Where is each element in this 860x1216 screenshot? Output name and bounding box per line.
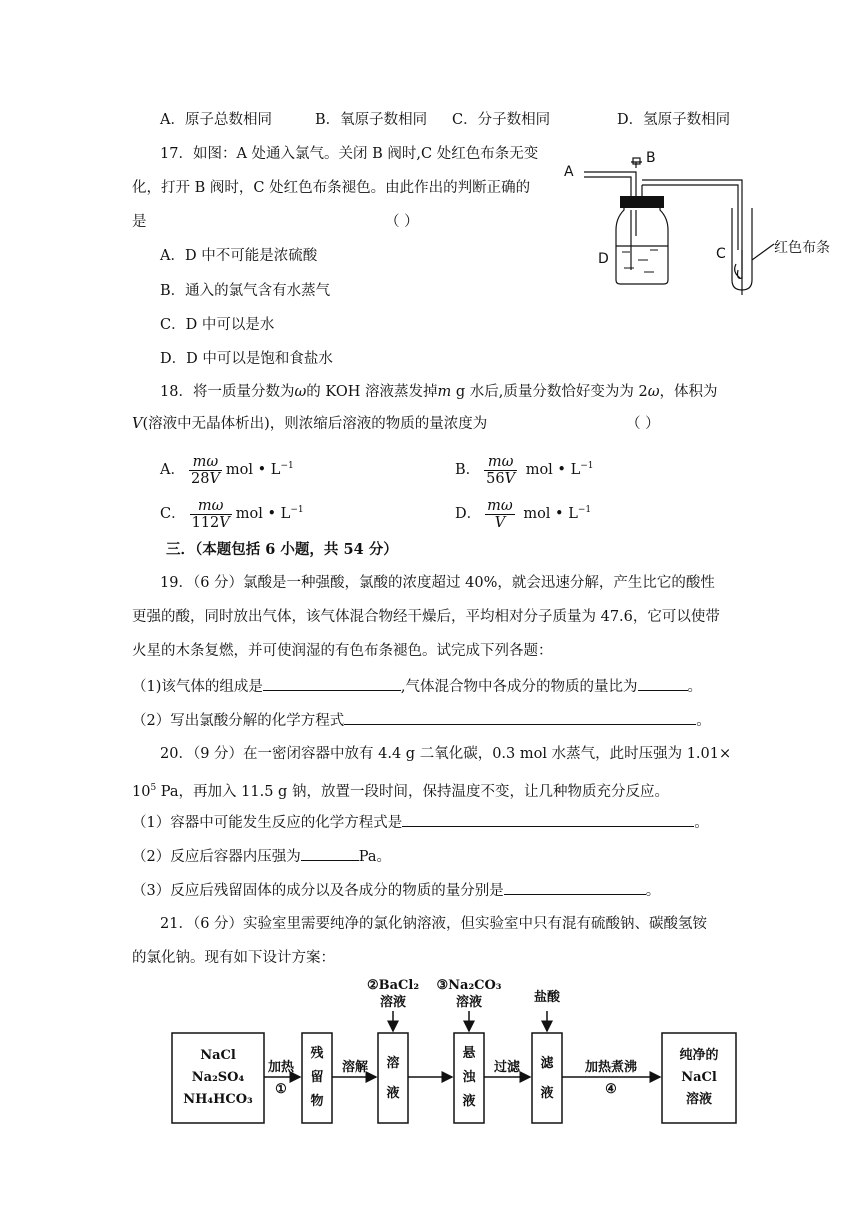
- q16-option-d: D．氢原子数相同: [617, 112, 731, 128]
- suspension-char-1: 悬: [462, 1046, 476, 1061]
- q19-gas-composition-blank[interactable]: [263, 676, 401, 691]
- q18-text-mid3: ，体积为: [659, 384, 718, 400]
- reagent-bacl2-solution: 溶液: [379, 995, 407, 1010]
- arrow-boil-label: 加热煮沸: [584, 1060, 638, 1075]
- arrow-step4-label: ④: [605, 1082, 617, 1097]
- q20-equation-blank[interactable]: [402, 812, 694, 827]
- mixture-nh4hco3: NH₄HCO₃: [183, 1092, 253, 1107]
- residue-char-2: 留: [310, 1070, 324, 1085]
- q17-line2: 化，打开 B 阀时，C 处红色布条褪色。由此作出的判断正确的: [132, 180, 531, 196]
- q18-text-rest: (溶液中无晶体析出)，则浓缩后溶液的物质的量浓度为: [142, 416, 488, 432]
- mixture-na2so4: Na₂SO₄: [191, 1070, 245, 1085]
- q18-line2: [132, 414, 487, 434]
- box-solution: [378, 1033, 408, 1123]
- q20-line1: 20．（9 分）在一密闭容器中放有 4.4 g 二氧化碳，0.3 mol 水蒸气，此时压强为 1.01×: [160, 746, 732, 762]
- q18-option-d-label: D．: [455, 506, 482, 522]
- q17-option-b: B．通入的氯气含有水蒸气: [160, 283, 331, 299]
- q18-omega-2: ω: [647, 384, 660, 400]
- q18-option-b-fraction: $\frac{m\omega}{56V}$: [486, 453, 516, 487]
- q18-option-a-fraction: $\frac{m\omega}{28V}$: [190, 453, 220, 487]
- section3-title: 三．（本题包括 6 小题，共 54 分）: [166, 541, 398, 558]
- filtrate-char-2: 液: [540, 1086, 554, 1101]
- purification-flowchart: [160, 975, 760, 1135]
- box-filtrate: [532, 1033, 562, 1123]
- residue-char-1: 残: [310, 1046, 324, 1061]
- q18-option-b-label: B．: [455, 462, 481, 478]
- reagent-bacl2: ②BaCl₂: [366, 978, 420, 993]
- figure-label-d: D: [598, 251, 609, 267]
- q18-m: m: [437, 384, 452, 400]
- arrow-filter-label: 过滤: [493, 1060, 521, 1075]
- q19-sub1: （1)该气体的组成是 ,气体混合物中各成分的物质的量比为 。: [132, 676, 702, 697]
- q17-option-d: D．D 中可以是饱和食盐水: [160, 351, 333, 367]
- q16-option-c: C．分子数相同: [452, 112, 551, 128]
- arrow-dissolve-label: 溶解: [341, 1060, 369, 1075]
- q18-option-a-label: A．: [160, 462, 185, 478]
- q17-option-a: A．D 中不可能是浓硫酸: [160, 248, 318, 264]
- residue-char-3: 物: [310, 1094, 324, 1109]
- reagent-hcl: 盐酸: [533, 990, 561, 1005]
- q16-option-b: B．氧原子数相同: [315, 112, 428, 128]
- suspension-char-3: 液: [462, 1094, 476, 1109]
- q19-mole-ratio-blank[interactable]: [638, 676, 688, 691]
- figure-label-a: A: [564, 164, 574, 180]
- q18-option-a: A． $\frac{m\omega}{28V}$ mol • $L^{-1}$: [160, 453, 294, 487]
- q18-V: V: [132, 416, 143, 432]
- q17-answer-paren: （ ）: [385, 214, 419, 230]
- q18-text-mid1: 的 KOH 溶液蒸发掉: [306, 384, 438, 400]
- pure-nacl-line1: 纯净的: [679, 1048, 719, 1063]
- q18-line1: [160, 382, 718, 402]
- q20-line2: $10^5$ Pa，再加入 11.5 g 钠，放置一段时间，保持温度不变，让几种物质充分反应。: [132, 783, 669, 800]
- reagent-na2co3: ③Na₂CO₃: [436, 978, 502, 993]
- q18-option-d: D． $\frac{m\omega}{V}$ mol • $L^{-1}$: [455, 497, 592, 531]
- q17-line1: 17．如图：A 处通入氯气。关闭 B 阀时,C 处红色布条无变: [160, 146, 539, 162]
- solution-char-1: 溶: [386, 1056, 400, 1071]
- q20-residue-blank[interactable]: [504, 880, 646, 895]
- q18-text-mid2: g 水后,质量分数恰好变为为 2: [451, 384, 648, 400]
- q19-sub2: （2）写出氯酸分解的化学方程式 。: [132, 710, 711, 731]
- reagent-na2co3-solution: 溶液: [455, 995, 483, 1010]
- q17-line3: 是: [132, 214, 147, 230]
- q18-text-prefix: 18．将一质量分数为: [160, 384, 295, 400]
- solution-char-2: 液: [386, 1086, 400, 1101]
- q18-omega: ω: [294, 384, 307, 400]
- q16-option-a: A．原子总数相同: [160, 112, 272, 128]
- q20-pressure-blank[interactable]: [301, 846, 359, 861]
- mixture-nacl: NaCl: [200, 1048, 236, 1063]
- q21-line2: 的氯化钠。现有如下设计方案：: [132, 950, 335, 966]
- q19-line2: 更强的酸，同时放出气体，该气体混合物经干燥后，平均相对分子质量为 47.6，它可以使带: [132, 609, 720, 625]
- q18-option-c-fraction: $\frac{m\omega}{112V}$: [191, 497, 230, 531]
- q18-option-c: C． $\frac{m\omega}{112V}$ mol • $L^{-1}$: [160, 497, 304, 531]
- q19-line1: 19．（6 分）氯酸是一种强酸，氯酸的浓度超过 40%，就会迅速分解，产生比它的酸性: [160, 575, 715, 591]
- filtrate-char-1: 滤: [540, 1056, 554, 1071]
- q19-equation-blank[interactable]: [344, 710, 696, 725]
- q18-option-d-fraction: $\frac{m\omega}{V}$: [487, 497, 513, 531]
- figure-label-b: B: [646, 150, 656, 166]
- figure-cloth-label: 红色布条: [774, 240, 830, 256]
- figure-label-c: C: [716, 246, 726, 262]
- q17-option-c: C．D 中可以是水: [160, 317, 275, 333]
- stopper-shape: [620, 196, 664, 208]
- suspension-char-2: 浊: [462, 1070, 476, 1085]
- pure-nacl-line3: 溶液: [685, 1092, 713, 1107]
- pure-nacl-line2: NaCl: [681, 1070, 717, 1085]
- q20-sub3: （3）反应后残留固体的成分以及各成分的物质的量分别是 。: [132, 880, 660, 901]
- q19-line3: 火星的木条复燃，并可使润湿的有色布条褪色。试完成下列各题：: [132, 643, 553, 659]
- q18-option-b: B． $\frac{m\omega}{56V}$ mol • $L^{-1}$: [455, 453, 594, 487]
- arrow-heat-label: 加热: [267, 1060, 295, 1075]
- q18-answer-paren: （ ）: [626, 416, 660, 432]
- q20-sub1: （1）容器中可能发生反应的化学方程式是 。: [132, 812, 709, 833]
- q18-option-c-label: C．: [160, 506, 186, 522]
- q21-line1: 21．（6 分）实验室里需要纯净的氯化钠溶液，但实验室中只有混有硫酸钠、碳酸氢铵: [160, 916, 708, 932]
- q20-sub2: （2）反应后容器内压强为 Pa。: [132, 846, 391, 867]
- arrow-step1-label: ①: [275, 1082, 287, 1097]
- q17-apparatus-figure: [560, 140, 850, 295]
